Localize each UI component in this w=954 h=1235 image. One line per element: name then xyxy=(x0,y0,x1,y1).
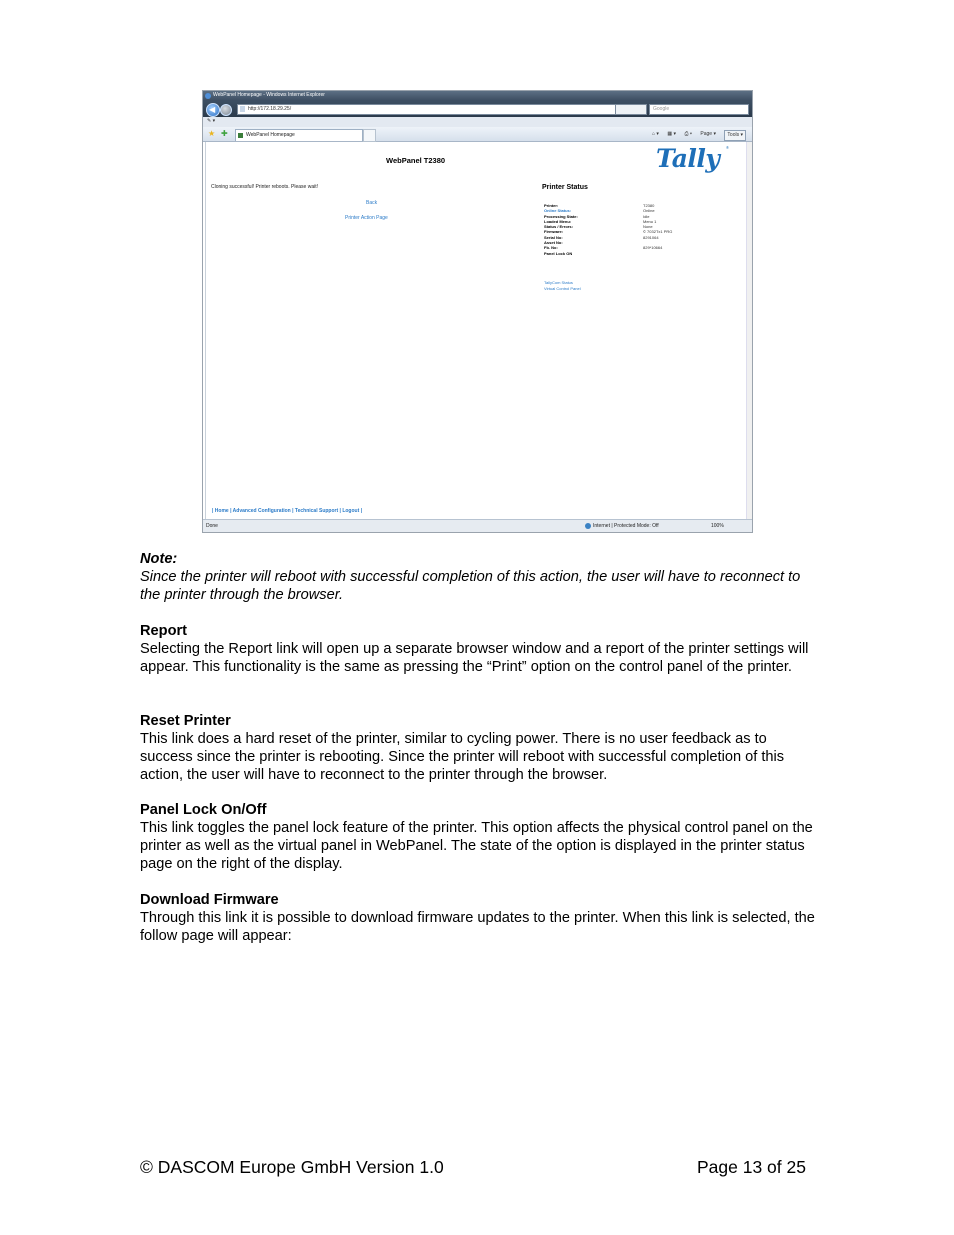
section-heading: Reset Printer xyxy=(140,713,231,729)
print-icon[interactable]: ⎙ ▾ xyxy=(684,131,692,137)
back-arrow-icon: ◀ xyxy=(209,105,216,114)
section-heading: Report xyxy=(140,623,188,639)
status-value: None xyxy=(643,224,653,230)
tab-label: WebPanel Homepage xyxy=(246,132,295,138)
url-input[interactable] xyxy=(237,104,629,115)
browser-statusbar xyxy=(203,519,752,532)
webpanel-page xyxy=(205,142,747,519)
registered-mark: ® xyxy=(726,145,729,150)
refresh-stop-buttons[interactable] xyxy=(615,104,647,115)
section-text: Selecting the Report link will open up a separate browser window and a report of the printer settings will appear. This functionality is the same as pressing the “Print” option on the control panel of the printer. xyxy=(140,641,809,675)
page-menu[interactable]: Page ▾ xyxy=(700,131,716,137)
status-key: Printer: xyxy=(544,203,559,208)
status-value: 829*10664 xyxy=(643,245,663,251)
footer-page-number: Page 13 of 25 xyxy=(697,1157,806,1177)
search-input[interactable] xyxy=(649,104,749,115)
section-panel-lock xyxy=(140,801,820,873)
status-key: Loaded Menu: xyxy=(544,218,572,224)
forward-button[interactable] xyxy=(220,104,232,116)
status-value: T2380 xyxy=(643,203,655,208)
page-scrollbar[interactable] xyxy=(746,142,752,519)
status-key: Asset No: xyxy=(544,240,563,246)
add-favorites-icon[interactable]: ✚ xyxy=(221,129,228,138)
search-placeholder: Google xyxy=(653,106,670,112)
tally-logo: Tally xyxy=(656,144,720,173)
printer-status-table xyxy=(544,203,684,256)
status-row xyxy=(544,251,684,256)
note-heading: Note: xyxy=(140,551,178,567)
status-key: Panel Lock ON xyxy=(544,250,573,256)
home-icon[interactable]: ⌂ ▾ xyxy=(651,131,659,137)
status-key: Fb. No: xyxy=(544,245,558,251)
section-download-firmware xyxy=(140,891,820,945)
section-text: This link does a hard reset of the printer, similar to cycling power. There is no user feedback as to success since the printer is rebooting. Since the printer will reboot with successful completion of this action, the user will have to reconnect to the printer through the browser. xyxy=(140,731,785,783)
virtual-control-panel-link[interactable]: Virtual Control Panel xyxy=(544,286,581,291)
tab-webpanel-homepage[interactable] xyxy=(235,129,363,141)
status-key: Firmware: xyxy=(544,229,564,235)
tallycom-status-link[interactable]: TallyCom Status xyxy=(544,280,573,285)
internet-explorer-icon xyxy=(205,93,211,99)
status-key: Serial No: xyxy=(544,234,563,240)
tools-menu[interactable]: Tools ▾ xyxy=(724,130,746,141)
webpanel-title: WebPanel T2380 xyxy=(386,156,446,165)
browser-screenshot xyxy=(202,90,753,533)
section-text: This link toggles the panel lock feature of the printer. This option affects the physical control panel on the printer as well as the virtual panel in WebPanel. The state of the option is displayed in the printer status page on the right of the display. xyxy=(140,820,813,872)
status-text: Done xyxy=(206,523,218,529)
favorites-star-icon[interactable]: ★ xyxy=(208,129,216,138)
tab-bar xyxy=(203,127,752,142)
feed-icon[interactable]: ✎ ▾ xyxy=(207,118,216,124)
status-value: © 7032Tx1 PRG xyxy=(643,229,673,235)
note-block xyxy=(140,550,820,604)
globe-icon xyxy=(585,523,591,529)
note-text: Since the printer will reboot with successful completion of this action, the user will have to reconnect to the printer through the browser. xyxy=(140,569,801,603)
browser-titlebar xyxy=(203,91,752,101)
status-value: Online xyxy=(643,208,655,214)
footer-nav-links[interactable]: | Home | Advanced Configuration | Technical Support | Logout | xyxy=(212,508,363,514)
printer-action-page-link[interactable]: Printer Action Page xyxy=(345,215,388,221)
status-value: 8291064 xyxy=(643,234,659,240)
cloning-message: Cloning successful! Printer reboots. Please wait! xyxy=(211,184,318,190)
printer-status-title: Printer Status xyxy=(542,184,588,191)
back-link[interactable]: Back xyxy=(366,200,378,206)
online-status-link[interactable]: Online Status: xyxy=(544,208,572,214)
address-bar xyxy=(203,101,752,117)
footer-copyright: © DASCOM Europe GmbH Version 1.0 xyxy=(140,1157,444,1177)
tab-page-icon xyxy=(238,133,243,138)
section-reset-printer xyxy=(140,712,820,784)
section-heading: Download Firmware xyxy=(140,892,279,908)
window-title: WebPanel Homepage - Windows Internet Explorer xyxy=(213,92,325,98)
section-report xyxy=(140,622,820,676)
url-text: http://172.18.29.25/ xyxy=(248,106,292,112)
security-zone: Internet | Protected Mode: Off xyxy=(593,523,659,529)
status-key: Processing State: xyxy=(544,213,578,219)
status-value: Idle xyxy=(643,213,650,219)
section-heading: Panel Lock On/Off xyxy=(140,802,267,818)
menu-bar xyxy=(203,117,752,127)
command-bar xyxy=(648,130,746,139)
new-tab-button[interactable] xyxy=(363,129,376,142)
zoom-level[interactable]: 100% xyxy=(711,523,724,529)
status-value: Menu 1 xyxy=(643,218,657,224)
page-icon xyxy=(240,106,245,112)
status-key: Status / Errors: xyxy=(544,224,573,230)
feeds-icon[interactable]: ▦ ▾ xyxy=(667,131,676,137)
section-text: Through this link it is possible to download firmware updates to the printer. When this link is selected, the follow page will appear: xyxy=(140,910,815,944)
back-button[interactable] xyxy=(206,103,220,117)
